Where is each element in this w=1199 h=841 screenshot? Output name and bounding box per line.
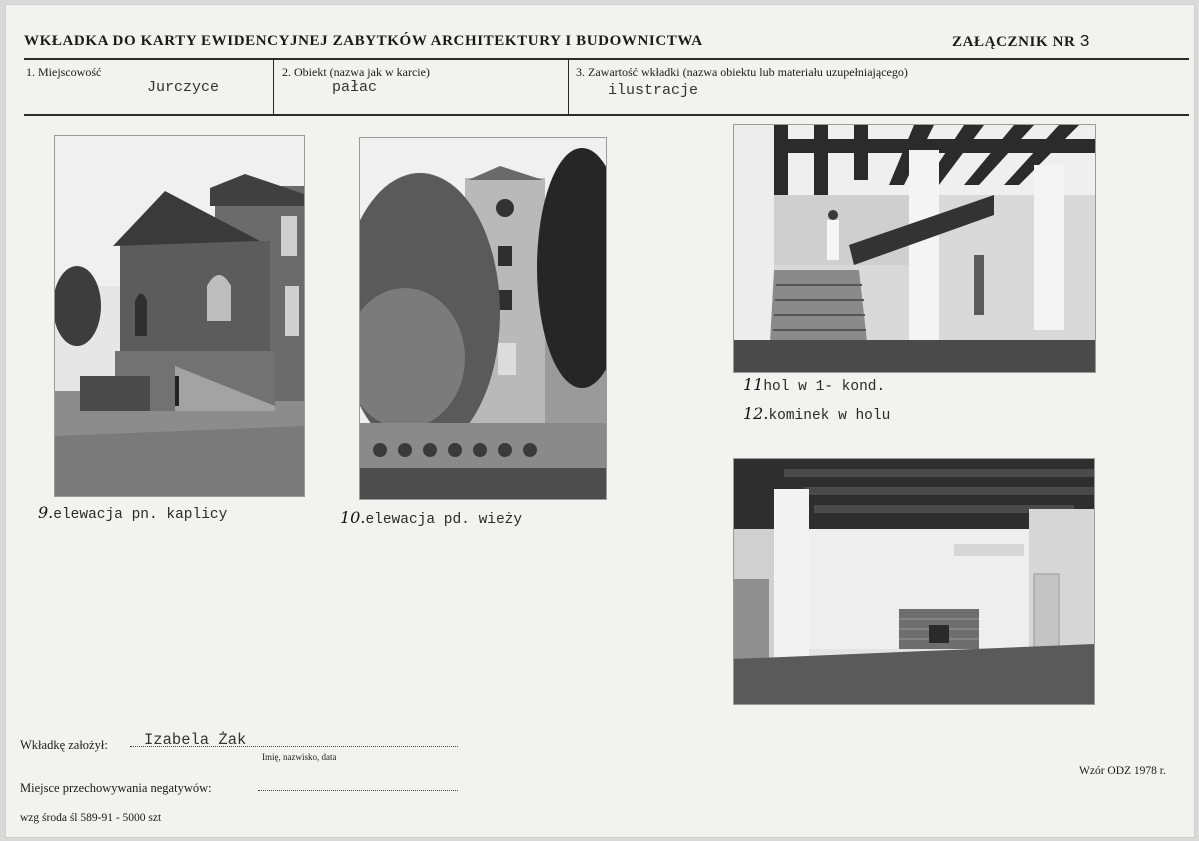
caption-text-9: elewacja pn. kaplicy [53, 507, 228, 523]
annex-number: 3 [1079, 33, 1091, 52]
annex-label-text: ZAŁĄCZNIK NR [952, 34, 1076, 50]
caption-text-10: elewacja pd. wieży [365, 512, 523, 528]
caption-photo-12 [743, 404, 890, 424]
caption-text-11: hol w 1- kond. [763, 379, 886, 395]
caption-photo-10 [340, 508, 522, 528]
print-code: wzg środa śl 589-91 - 5000 szt [20, 812, 162, 824]
created-by-hint: Imię, nazwisko, data [262, 752, 337, 762]
negatives-location-line [258, 790, 458, 791]
field-divider [273, 60, 274, 114]
field-divider [568, 60, 569, 114]
annex-label [952, 33, 1090, 52]
created-by-line [130, 746, 458, 747]
created-by-label: Wkładkę założył: [20, 738, 108, 752]
record-sheet [6, 5, 1194, 837]
locality-label: 1. Miejscowość [26, 65, 102, 79]
photo-number-12: 12. [743, 404, 769, 423]
created-by-value: Izabela Żak [144, 731, 247, 749]
caption-photo-11 [743, 375, 885, 395]
caption-photo-9 [38, 503, 227, 523]
contents-label: 3. Zawartość wkładki (nazwa obiektu lub materiału uzupełniającego) [576, 65, 908, 79]
photo-number-9: 9. [38, 503, 54, 522]
photo-hall-first-floor [734, 125, 1095, 372]
photo-number-10: 10. [340, 508, 366, 527]
caption-text-12: kominek w holu [768, 408, 891, 424]
contents-value: ilustracje [608, 82, 699, 99]
form-title: WKŁADKA DO KARTY EWIDENCYJNEJ ZABYTKÓW ARCHITEKTURY I BUDOWNICTWA [24, 33, 703, 49]
object-label: 2. Obiekt (nazwa jak w karcie) [282, 65, 430, 79]
photo-tower-south-elevation [360, 138, 606, 499]
photo-number-11: 11 [743, 375, 764, 394]
header-rule-top [24, 58, 1189, 60]
header-rule-bottom [24, 114, 1189, 116]
photo-fireplace-in-hall [734, 459, 1094, 704]
form-model: Wzór ODZ 1978 r. [1079, 765, 1166, 777]
object-value: pałac [332, 79, 378, 96]
negatives-location-label: Miejsce przechowywania negatywów: [20, 781, 212, 795]
photo-chapel-north-elevation [55, 136, 304, 496]
locality-value: Jurczyce [147, 79, 220, 96]
